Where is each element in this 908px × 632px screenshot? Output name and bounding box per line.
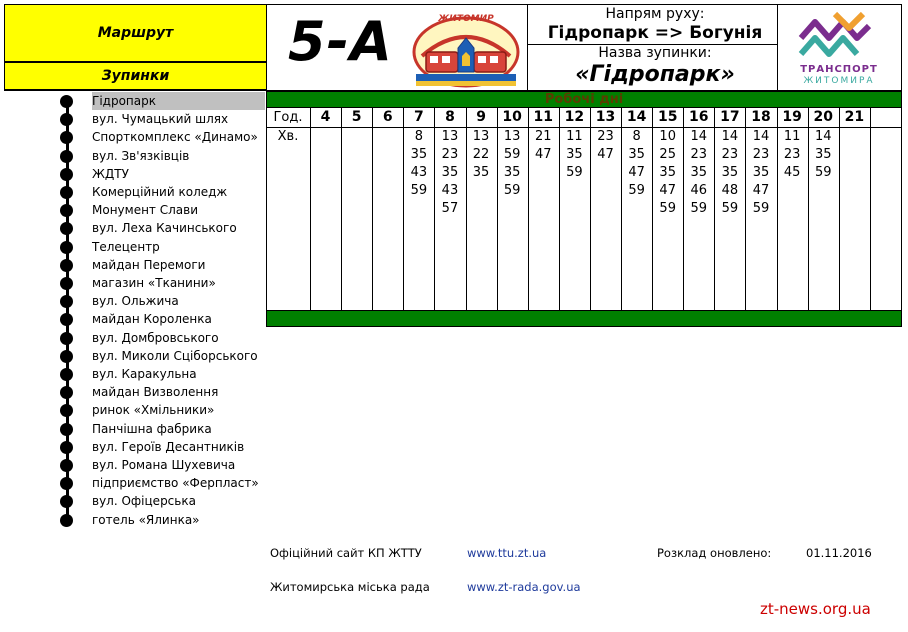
day-type-bar — [266, 91, 902, 108]
departure-minute: 43 — [410, 165, 428, 180]
departure-minute: 59 — [410, 183, 428, 198]
hour-header: 6 — [382, 109, 393, 125]
stop-marker-icon — [60, 222, 73, 235]
site-link[interactable]: www.ttu.zt.ua — [467, 546, 547, 560]
header-divider-right — [777, 4, 778, 90]
departure-minute: 14 — [814, 129, 832, 144]
hour-header: 10 — [502, 109, 522, 125]
departure-minute: 46 — [690, 183, 708, 198]
stop-item: Комерційний коледж — [92, 185, 228, 199]
stop-item: вул. Героїв Десантників — [92, 439, 245, 454]
departure-minute: 35 — [628, 147, 645, 162]
stop-item: ЖДТУ — [92, 166, 129, 181]
stop-item: вул. Каракульна — [92, 367, 197, 381]
departure-minute: 23 — [690, 147, 708, 162]
hour-header: 9 — [476, 109, 486, 125]
stop-item: підприємство «Ферпласт» — [92, 476, 259, 491]
stop-marker-icon — [60, 495, 73, 508]
stop-marker-icon — [60, 95, 73, 108]
stop-item: вул. Ольжича — [92, 294, 179, 309]
stop-item: готель «Ялинка» — [92, 512, 200, 527]
departure-minute: 35 — [441, 165, 459, 180]
departure-minute: 23 — [783, 147, 801, 162]
departure-minute: 43 — [441, 183, 459, 198]
hour-header: 8 — [445, 109, 455, 125]
route-label: Маршрут — [97, 25, 174, 41]
stop-marker-icon — [60, 332, 73, 345]
stop-item: Телецентр — [92, 239, 160, 254]
timetable-bottom-bar — [266, 310, 902, 327]
departure-minute: 47 — [628, 165, 645, 180]
grid-line — [372, 108, 373, 310]
updated-date: 01.11.2016 — [806, 546, 872, 560]
departure-minute: 23 — [441, 147, 459, 162]
departure-minute: 59 — [690, 201, 708, 216]
hour-header: 15 — [657, 109, 678, 125]
grid-line — [341, 108, 342, 310]
watermark: zt-news.org.ua — [760, 600, 871, 618]
departure-minute: 59 — [503, 183, 521, 198]
departure-minute: 13 — [472, 129, 490, 144]
logo-line1: ТРАНСПОРТ — [800, 64, 878, 75]
stop-item: майдан Короленка — [92, 312, 212, 327]
departure-minute: 48 — [721, 183, 739, 198]
departure-minute: 59 — [659, 201, 676, 216]
stop-marker-icon — [60, 204, 73, 217]
hour-header: 20 — [813, 109, 833, 125]
stop-marker-icon — [60, 259, 73, 272]
hour-header: 7 — [413, 109, 424, 125]
departure-minute: 57 — [441, 201, 459, 216]
departure-minute: 14 — [690, 129, 708, 144]
stop-marker-icon — [60, 241, 73, 254]
hour-header: 17 — [720, 109, 740, 125]
departure-minute: 11 — [783, 129, 801, 144]
day-type-label: Робочі дні — [544, 92, 624, 107]
departure-minute: 35 — [752, 165, 770, 180]
departure-minute: 8 — [414, 129, 423, 144]
departure-minute: 47 — [535, 147, 552, 162]
stop-marker-icon — [60, 350, 73, 363]
stop-marker-icon — [60, 386, 73, 399]
direction-value: Гідропарк => Богунія — [547, 23, 763, 43]
council-label: Житомирська міська рада — [270, 580, 430, 594]
departure-minute: 35 — [410, 147, 428, 162]
stop-item: Панчішна фабрика — [92, 421, 212, 436]
departure-minute: 14 — [752, 129, 770, 144]
hour-header: 12 — [564, 109, 585, 125]
departure-minute: 13 — [503, 129, 521, 144]
departure-minute: 22 — [472, 147, 490, 162]
departure-minute: 13 — [441, 129, 459, 144]
stop-marker-icon — [60, 477, 73, 490]
departure-minute: 35 — [503, 165, 521, 180]
departure-minute: 35 — [659, 165, 676, 180]
council-link[interactable]: www.zt-rada.gov.ua — [467, 580, 581, 594]
departure-minute: 59 — [814, 165, 832, 180]
route-line — [66, 100, 69, 518]
departure-minute: 47 — [752, 183, 770, 198]
stop-marker-icon — [60, 404, 73, 417]
header-right-border — [901, 4, 902, 90]
header-top-border — [4, 4, 902, 5]
stop-marker-icon — [60, 313, 73, 326]
stop-item: вул. Офіцерська — [92, 494, 196, 509]
stops-label-box — [4, 62, 267, 90]
departure-minute: 35 — [566, 147, 583, 162]
stop-marker-icon — [60, 368, 73, 381]
departure-minute: 23 — [752, 147, 770, 162]
stop-marker-icon — [60, 150, 73, 163]
logo-line2: ЖИТОМИРА — [803, 76, 875, 86]
stop-marker-icon — [60, 459, 73, 472]
departure-minute: 59 — [628, 183, 645, 198]
stop-marker-icon — [60, 186, 73, 199]
departure-minute: 35 — [814, 147, 832, 162]
hour-header: 5 — [351, 109, 362, 125]
route-label-box — [4, 4, 267, 62]
direction-label: Напрям руху: — [605, 6, 705, 22]
departure-minute: 23 — [721, 147, 739, 162]
stop-marker-icon — [60, 295, 73, 308]
departure-minute: 47 — [659, 183, 676, 198]
hour-label: Год. — [273, 110, 303, 125]
stop-item: майдан Визволення — [92, 385, 219, 400]
hour-header: 16 — [689, 109, 709, 125]
departure-minute: 59 — [566, 165, 583, 180]
transport-logo — [795, 8, 875, 60]
departure-minute: 21 — [535, 129, 552, 144]
stop-item: вул. Домбровського — [92, 330, 219, 345]
stop-name-label: Назва зупинки: — [598, 45, 712, 61]
departure-minute: 59 — [752, 201, 770, 216]
stop-item: вул. Леха Качинського — [92, 221, 237, 236]
stop-item: вул. Чумацький шлях — [92, 112, 229, 127]
hour-header: 11 — [533, 109, 554, 125]
grid-line — [310, 108, 311, 310]
departure-minute: 59 — [503, 147, 521, 162]
stop-marker-icon — [60, 441, 73, 454]
departure-minute: 8 — [632, 129, 641, 144]
grid-line — [839, 108, 840, 310]
stop-item: ринок «Хмільники» — [92, 403, 215, 418]
stop-item: Спорткомплекс «Динамо» — [92, 130, 258, 145]
stop-item: майдан Перемоги — [92, 257, 206, 272]
stop-marker-icon — [60, 131, 73, 144]
route-number: 5-А — [288, 10, 393, 73]
departure-minute: 35 — [690, 165, 708, 180]
stop-item: вул. Зв'язківців — [92, 148, 190, 163]
departure-minute: 35 — [721, 165, 739, 180]
departure-minute: 35 — [472, 165, 490, 180]
departure-minute: 47 — [597, 147, 614, 162]
header-divider — [527, 4, 528, 90]
stops-label: Зупинки — [101, 68, 170, 84]
stop-marker-icon — [60, 113, 73, 126]
departure-minute: 45 — [783, 165, 801, 180]
stop-marker-icon — [60, 277, 73, 290]
stop-item-current: Гідропарк — [92, 92, 265, 110]
site-label: Офіційний сайт КП ЖТТУ — [270, 546, 422, 560]
stop-item: Монумент Слави — [92, 203, 199, 218]
departure-minute: 14 — [721, 129, 739, 144]
hour-header: 21 — [844, 109, 865, 125]
stop-name-value: «Гідропарк» — [575, 62, 735, 87]
hour-header: 14 — [626, 109, 647, 125]
minute-label: Хв. — [277, 129, 299, 144]
stop-item: магазин «Тканини» — [92, 276, 216, 290]
hour-header: 4 — [320, 109, 331, 125]
stop-item: вул. Романа Шухевича — [92, 458, 236, 472]
departure-minute: 59 — [721, 201, 739, 216]
departure-minute: 23 — [597, 129, 614, 144]
stop-marker-icon — [60, 168, 73, 181]
updated-label: Розклад оновлено: — [657, 546, 772, 560]
hour-header: 19 — [782, 109, 802, 125]
emblem-text: ЖИТОМИР — [438, 14, 494, 24]
hour-header: 13 — [595, 109, 616, 125]
departure-minute: 25 — [659, 147, 676, 162]
stop-marker-icon — [60, 423, 73, 436]
stop-item: вул. Миколи Сціборського — [92, 348, 258, 363]
hour-header: 18 — [751, 109, 771, 125]
grid-line — [870, 108, 871, 310]
departure-minute: 10 — [659, 129, 676, 144]
departure-minute: 11 — [566, 129, 583, 144]
stop-marker-icon — [60, 514, 73, 527]
